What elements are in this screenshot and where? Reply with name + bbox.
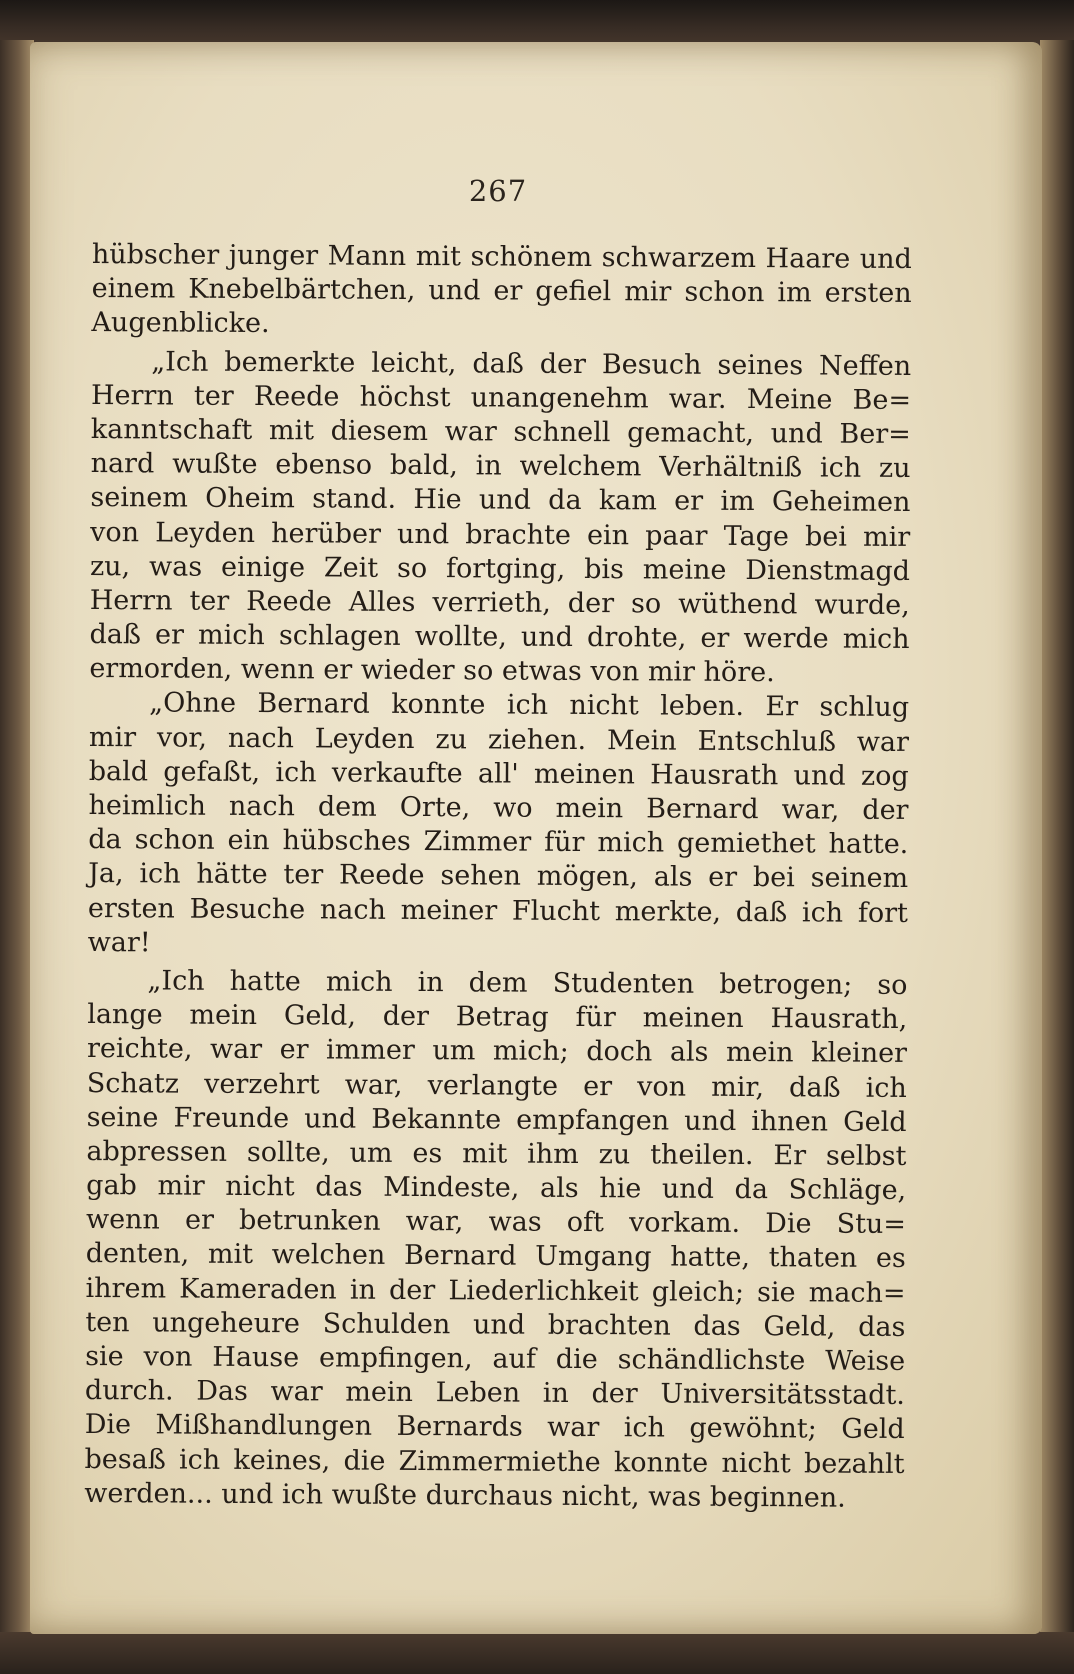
text-line: gab mir nicht das Mindeste, als hie und da Schläge, <box>86 1170 907 1207</box>
text-line: seine Freunde und Bekannte empfangen und ihnen Geld <box>86 1101 907 1138</box>
text-line: reichte, war er immer um mich; doch als mein kleiner <box>86 1033 908 1070</box>
text-line: ten ungeheure Schulden und brachten das Geld, das <box>85 1306 906 1343</box>
text-line: „Ohne Bernard konnte ich nicht leben. Er schlug <box>149 687 910 724</box>
text-line: abpressen sollte, um es mit ihm zu theilen. Er selbst <box>86 1135 907 1172</box>
text-line: lange mein Geld, der Betrag für meinen Hausrath, <box>87 999 908 1036</box>
text-line: kanntschaft mit diesem war schnell gemacht, und Ber= <box>90 413 911 450</box>
text-line: mir vor, nach Leyden zu ziehen. Mein Entschluß war <box>88 721 910 758</box>
text-line: besaß ich keines, die Zimmermiethe konnte nicht bezahlt <box>84 1443 905 1480</box>
text-line: ersten Besuche nach meiner Flucht merkte, daß ich fort <box>87 892 908 929</box>
text-line: daß er mich schlagen wollte, und drohte, er werde mich <box>89 619 910 656</box>
text-line: von Leyden herüber und brachte ein paar Tage bei mir <box>90 516 911 553</box>
text-line: ermorden, wenn er wieder so etwas von mir höre. <box>89 653 775 689</box>
text-line: seinem Oheim stand. Hie und da kam er im Geheimen <box>90 482 911 519</box>
page-number: 267 <box>468 174 528 208</box>
text-line: Die Mißhandlungen Bernards war ich gewöhnt; Geld <box>84 1409 905 1446</box>
text-line: zu, was einige Zeit so fortging, bis meine Dienstmagd <box>89 550 911 587</box>
text-line: ihrem Kameraden in der Liederlichkeit gleich; sie mach= <box>85 1272 906 1309</box>
text-line: bald gefaßt, ich verkaufte all' meinen Hausrath und zog <box>88 755 909 792</box>
body-text <box>84 238 912 1516</box>
text-line: Herrn ter Reede Alles verrieth, der so wüthend wurde, <box>89 584 910 621</box>
text-line: „Ich hatte mich in dem Studenten betrogen; so <box>147 965 908 1001</box>
book-fore-edge <box>1040 40 1074 1640</box>
text-line: hübscher junger Mann mit schönem schwarzem Haare und <box>91 238 912 276</box>
page-sheet <box>30 42 1042 1634</box>
text-line: Schatz verzehrt war, verlangte er von mir, daß ich <box>86 1067 907 1104</box>
text-line: „Ich bemerkte leicht, daß der Besuch seines Neffen <box>151 345 912 382</box>
text-line: wenn er betrunken war, was oft vorkam. Die Stu= <box>85 1204 907 1241</box>
text-line: einem Knebelbärtchen, und er gefiel mir schon im ersten <box>91 273 912 310</box>
text-line: durch. Das war mein Leben in der Universitätsstadt. <box>84 1375 906 1412</box>
book-spine-edge <box>0 40 34 1640</box>
text-line: heimlich nach dem Orte, wo mein Bernard war, der <box>88 789 909 826</box>
text-line: Herrn ter Reede höchst unangenehm war. Meine Be= <box>90 379 912 416</box>
text-line: war! <box>87 926 151 959</box>
text-line: Augenblicke. <box>91 307 270 340</box>
text-line: da schon ein hübsches Zimmer für mich gemiethet hatte. <box>88 824 909 861</box>
text-line: werden... und ich wußte durchaus nicht, was beginnen. <box>84 1477 846 1514</box>
text-line: sie von Hause empfingen, auf die schändlichste Weise <box>85 1340 906 1377</box>
book-bottom-edge <box>0 1632 1074 1674</box>
text-line: Ja, ich hätte ter Reede sehen mögen, als er bei seinem <box>88 858 909 895</box>
text-line: nard wußte ebenso bald, in welchem Verhältniß ich zu <box>90 448 911 485</box>
text-line: denten, mit welchen Bernard Umgang hatte, thaten es <box>85 1238 906 1275</box>
